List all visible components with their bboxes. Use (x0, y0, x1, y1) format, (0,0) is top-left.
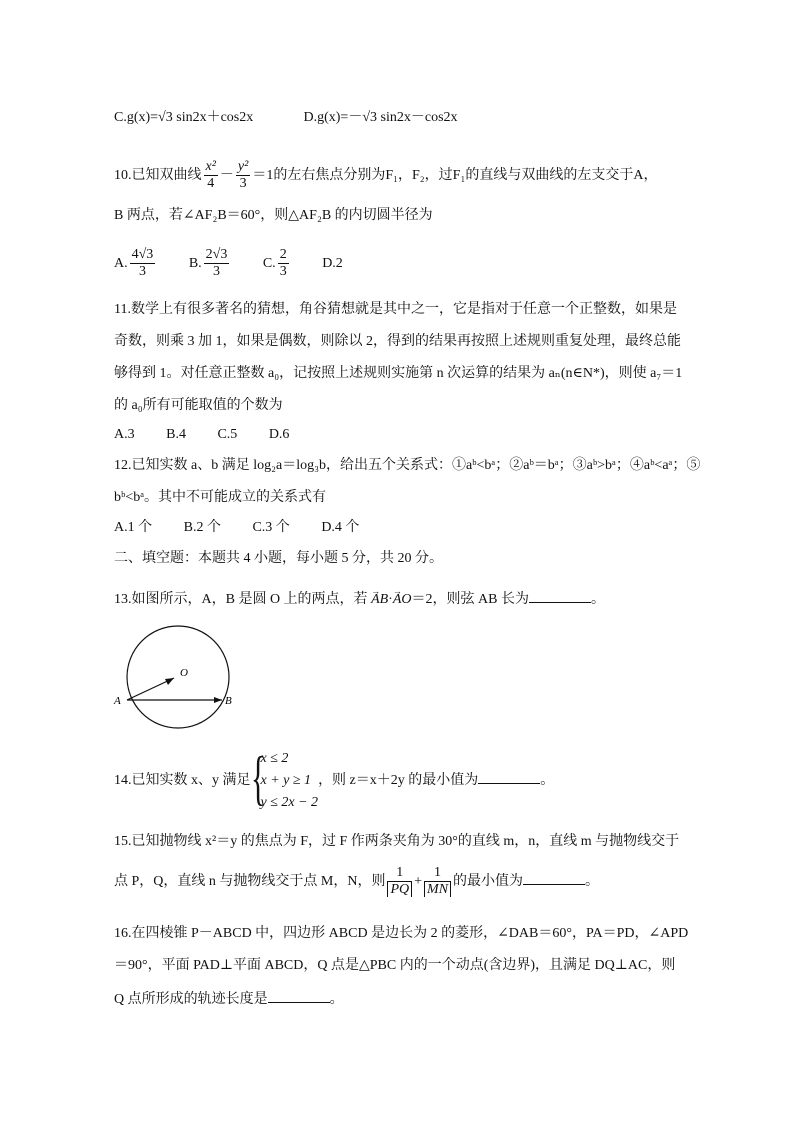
q10-option-b-num: 2√3 (205, 247, 228, 263)
q10-stem-line2: B 两点，若∠AF₂B＝60°，则△AF₂B 的内切圆半径为 (114, 208, 433, 223)
q15-end: 。 (585, 874, 600, 889)
q16-line3 (114, 988, 344, 1010)
q16-end: 。 (329, 992, 344, 1007)
q10-option-a-label: A. (114, 256, 128, 271)
q16-line2: ＝90°，平面 PAD⊥平面 ABCD，Q 点是△PBC 内的一个动点(含边界)，且满足 DQ⊥AC，则 (114, 958, 676, 973)
arrowhead-o (165, 678, 174, 685)
q10-option-c-den: 3 (279, 264, 287, 280)
q14-brace: { (250, 745, 265, 811)
q15-frac2-den: MN (424, 882, 451, 897)
q11-option-d: D.6 (268, 427, 290, 442)
q9-options (114, 108, 458, 128)
q15-frac-mn (424, 865, 451, 898)
q10-options (114, 246, 371, 282)
q10-option-b (189, 246, 232, 282)
q14-stem (114, 745, 555, 814)
label-o: O (180, 667, 188, 679)
q14-constraint-2: x + y ≥ 1 (260, 773, 312, 788)
q10-option-d: D.2 (322, 256, 343, 271)
q14-suffix: ，则 z＝x＋2y 的最小值为 (318, 773, 479, 789)
q15-answer-blank[interactable] (523, 870, 585, 885)
q10-prefix: 10.已知双曲线 (114, 168, 202, 183)
q12-options (114, 518, 387, 538)
q13-dot: · (388, 592, 393, 607)
q14-prefix: 14.已知实数 x、y 满足 (114, 773, 251, 789)
q10-frac-x (204, 159, 218, 192)
q10-option-b-label: B. (188, 256, 202, 271)
q12-option-a: A.1 个 (114, 520, 153, 535)
q9-option-c: C.g(x)=√3 sin2x＋cos2x (114, 110, 254, 125)
q14-answer-blank[interactable] (478, 769, 540, 784)
q15-frac2-num: 1 (424, 865, 451, 882)
q15-frac-pq (387, 865, 412, 898)
q16-answer-blank[interactable] (268, 988, 330, 1003)
q13-stem (114, 588, 605, 610)
q12-option-c: C.3 个 (252, 520, 290, 535)
q13-circle-figure (108, 624, 248, 734)
q14-end: 。 (540, 773, 555, 789)
q13-suffix: ＝2，则弦 AB 长为 (411, 592, 529, 607)
q15-plus: + (414, 874, 423, 889)
q10-frac2-den: 3 (239, 176, 247, 192)
q11-option-b: B.4 (166, 427, 186, 442)
q15-line2 (114, 862, 599, 902)
q15-frac1-den: PQ (387, 882, 412, 897)
label-b: B (225, 695, 232, 707)
q16-line3-text: Q 点所形成的轨迹长度是 (114, 992, 268, 1007)
q9-option-d: D.g(x)=－√3 sin2x－cos2x (303, 110, 458, 125)
q14-constraint-system (250, 745, 319, 814)
q15-line1: 15.已知抛物线 x²＝y 的焦点为 F，过 F 作两条夹角为 30°的直线 m，n，直线 m 与抛物线交于 (114, 834, 680, 849)
q13-prefix: 13.如图所示，A，B 是圆 O 上的两点，若 (114, 592, 368, 607)
q15-line2-suffix: 的最小值为 (453, 874, 524, 889)
q13-end: 。 (590, 592, 605, 607)
q10-frac1-num: x² (205, 159, 216, 175)
arrowhead-b (214, 697, 222, 703)
q10-frac1-den: 4 (207, 176, 215, 192)
q10-minus: － (219, 168, 234, 183)
q10-option-a-num: 4√3 (131, 247, 154, 263)
q11-line3: 够得到 1。对任意正整数 a₀，记按照上述规则实施第 n 次运算的结果为 aₙ(n∈N*)，则使 a₇＝1 (114, 366, 683, 381)
q10-option-b-den: 3 (213, 264, 220, 280)
q13-vector-ab: → AB (371, 592, 388, 607)
q11-options (114, 425, 317, 445)
q10-frac2-num: y² (237, 159, 249, 175)
q11-line2: 奇数，则乘 3 加 1，如果是偶数，则除以 2，得到的结果再按照上述规则重复处理，最终总能 (114, 334, 681, 349)
q13-vector-ao: → AO (393, 592, 412, 607)
q11-line1: 11.数学上有很多著名的猜想，角谷猜想就是其中之一，它是指对于任意一个正整数，如果是 (114, 302, 677, 317)
q10-stem-line1 (114, 158, 657, 194)
q12-line2: bᵇ<bᵃ。其中不可能成立的关系式有 (114, 490, 327, 505)
q10-suffix: ＝1的左右焦点分别为F₁，F₂，过F₁的直线与双曲线的左支交于A， (252, 168, 658, 183)
q12-line1: 12.已知实数 a、b 满足 log₂a＝log₃b，给出五个关系式：①aᵇ<bᵃ；②aᵇ＝bᵃ；③aᵇ>bᵃ；④aᵇ<aᵃ；⑤ (114, 458, 701, 473)
q10-option-c-num: 2 (279, 247, 287, 263)
circle-o (127, 626, 229, 728)
q14-constraint-1: x ≤ 2 (260, 751, 289, 766)
q15-frac1-num: 1 (387, 865, 412, 882)
q11-option-a: A.3 (114, 427, 135, 442)
q14-constraint-3: y ≤ 2x − 2 (260, 795, 319, 810)
label-a: A (114, 695, 121, 707)
q10-option-c (263, 246, 291, 282)
q12-option-b: B.2 个 (183, 520, 221, 535)
q10-option-a-den: 3 (138, 264, 146, 280)
section-2-heading: 二、填空题：本题共 4 小题，每小题 5 分，共 20 分。 (114, 551, 443, 566)
q10-option-c-label: C. (262, 256, 276, 271)
q10-frac-y (236, 159, 250, 192)
q11-line4: 的 a₀所有可能取值的个数为 (114, 398, 283, 413)
q12-option-d: D.4 个 (321, 520, 360, 535)
q13-answer-blank[interactable] (529, 588, 591, 603)
q16-line1: 16.在四棱锥 P－ABCD 中，四边形 ABCD 是边长为 2 的菱形，∠DAB＝60°，PA＝PD，∠APD (114, 926, 689, 941)
q10-option-a (114, 246, 157, 282)
q15-line2-prefix: 点 P，Q，直线 n 与抛物线交于点 M，N，则 (114, 874, 386, 889)
q11-option-c: C.5 (217, 427, 238, 442)
